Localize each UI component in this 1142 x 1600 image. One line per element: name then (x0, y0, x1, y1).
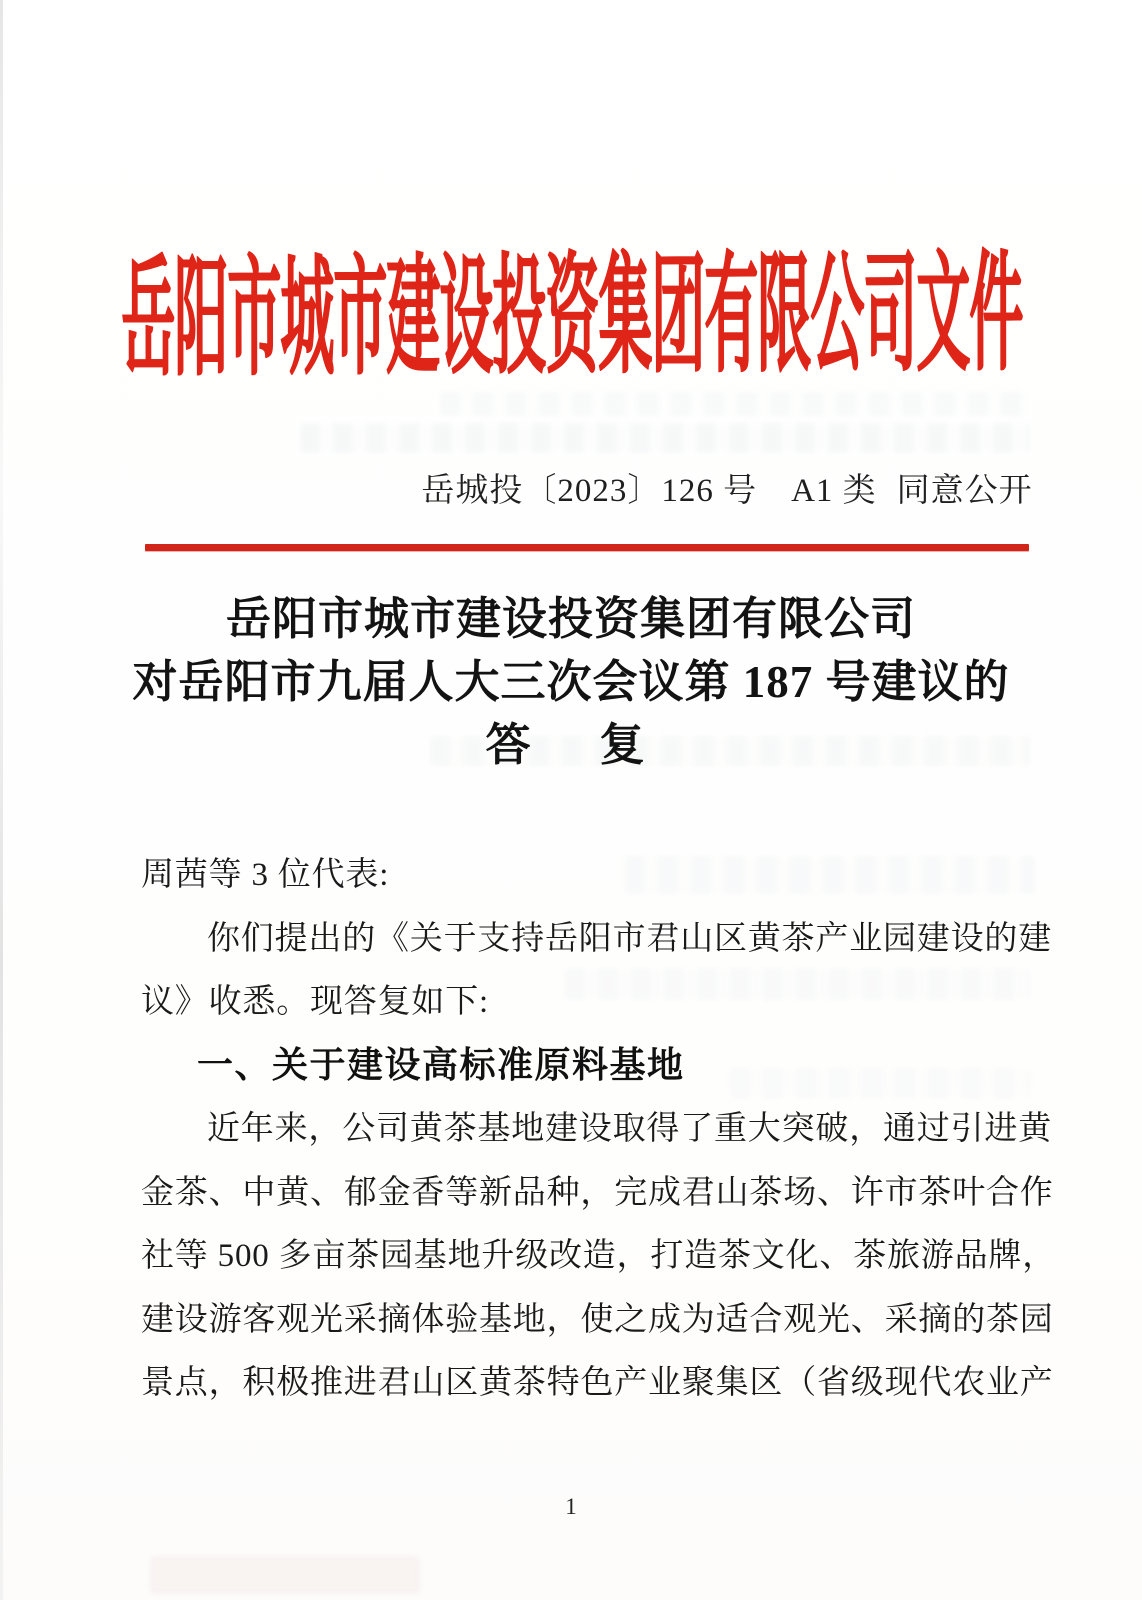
page-number: 1 (565, 1494, 577, 1519)
letterhead (0, 241, 1142, 393)
section-heading: 一、关于建设高标准原料基地 (197, 1043, 685, 1085)
body-line: 你们提出的《关于支持岳阳市君山区黄茶产业园建设的建 (207, 920, 1052, 957)
body-line: 议》收悉。现答复如下: (141, 984, 489, 1021)
publicity-note: 同意公开 (896, 473, 1033, 509)
bleed-through-artifact (150, 1556, 420, 1594)
document-number: 岳城投〔2023〕126 号 (421, 473, 758, 509)
document-title-line-3: 答 复 (485, 720, 657, 770)
body-line: 近年来，公司黄茶基地建设取得了重大突破，通过引进黄 (207, 1111, 1052, 1148)
document-title-line-1: 岳阳市城市建设投资集团有限公司 (225, 594, 916, 644)
body-line: 建设游客观光采摘体验基地，使之成为适合观光、采摘的茶园 (141, 1301, 1054, 1338)
red-separator-line (145, 544, 1029, 551)
body-line: 社等 500 多亩茶园基地升级改造，打造茶文化、茶旅游品牌， (141, 1238, 1056, 1275)
document-info-row (156, 464, 1142, 511)
body-line: 景点，积极推进君山区黄茶特色产业聚集区（省级现代农业产 (141, 1365, 1054, 1402)
bleed-through-artifact (440, 392, 1030, 416)
body-line: 金茶、中黄、郁金香等新品种，完成君山茶场、许市茶叶合作 (141, 1174, 1054, 1211)
document-title-line-2: 对岳阳市九届人大三次会议第 187 号建议的 (132, 657, 1010, 707)
letterhead-title: 岳阳市城市建设投资集团有限公司文件 (120, 241, 1022, 393)
bleed-through-artifact (300, 423, 1030, 453)
scan-edge-artifact (0, 0, 3, 1600)
salutation: 周茜等 3 位代表: (141, 857, 390, 894)
document-body (141, 840, 1056, 1412)
document-category: A1 类 (791, 473, 877, 509)
document-title (0, 588, 1142, 777)
